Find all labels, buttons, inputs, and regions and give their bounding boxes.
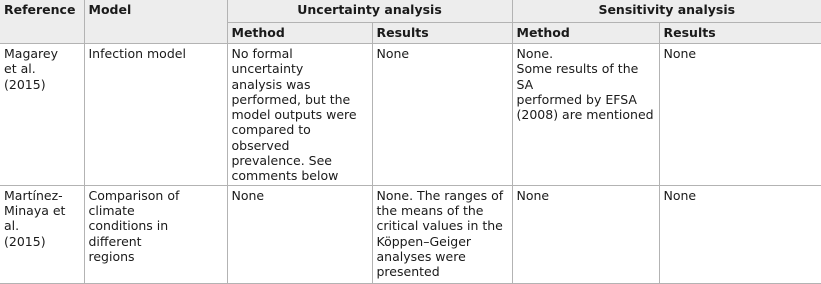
cell-model: Comparison of climate conditions in different regions bbox=[84, 185, 227, 283]
table-row bbox=[0, 185, 821, 283]
table-row bbox=[0, 44, 821, 186]
cell-ua-method: None bbox=[227, 185, 372, 283]
cell-reference: Magarey et al. (2015) bbox=[0, 44, 84, 186]
cell-ua-method: No formal uncertainty analysis was performed, but the model outputs were compared to observed prevalence. See comments below bbox=[227, 44, 372, 186]
cell-model: Infection model bbox=[84, 44, 227, 186]
header-sa-results: Results bbox=[659, 23, 821, 44]
cell-ua-results: None bbox=[372, 44, 512, 186]
cell-sa-method: None. Some results of the SA performed by EFSA (2008) are mentioned bbox=[512, 44, 659, 186]
cell-sa-results: None bbox=[659, 185, 821, 283]
table-body bbox=[0, 44, 821, 284]
cell-reference: Martínez- Minaya et al. (2015) bbox=[0, 185, 84, 283]
header-row-top bbox=[0, 0, 821, 23]
header-model: Model bbox=[84, 0, 227, 44]
header-ua-results: Results bbox=[372, 23, 512, 44]
header-sa-method: Method bbox=[512, 23, 659, 44]
cell-ua-results: None. The ranges of the means of the critical values in the Köppen–Geiger analyses were presented bbox=[372, 185, 512, 283]
header-uncertainty-analysis: Uncertainty analysis bbox=[227, 0, 512, 23]
header-ua-method: Method bbox=[227, 23, 372, 44]
cell-sa-method: None bbox=[512, 185, 659, 283]
cell-sa-results: None bbox=[659, 44, 821, 186]
header-reference: Reference bbox=[0, 0, 84, 44]
header-sensitivity-analysis: Sensitivity analysis bbox=[512, 0, 821, 23]
table-header bbox=[0, 0, 821, 44]
